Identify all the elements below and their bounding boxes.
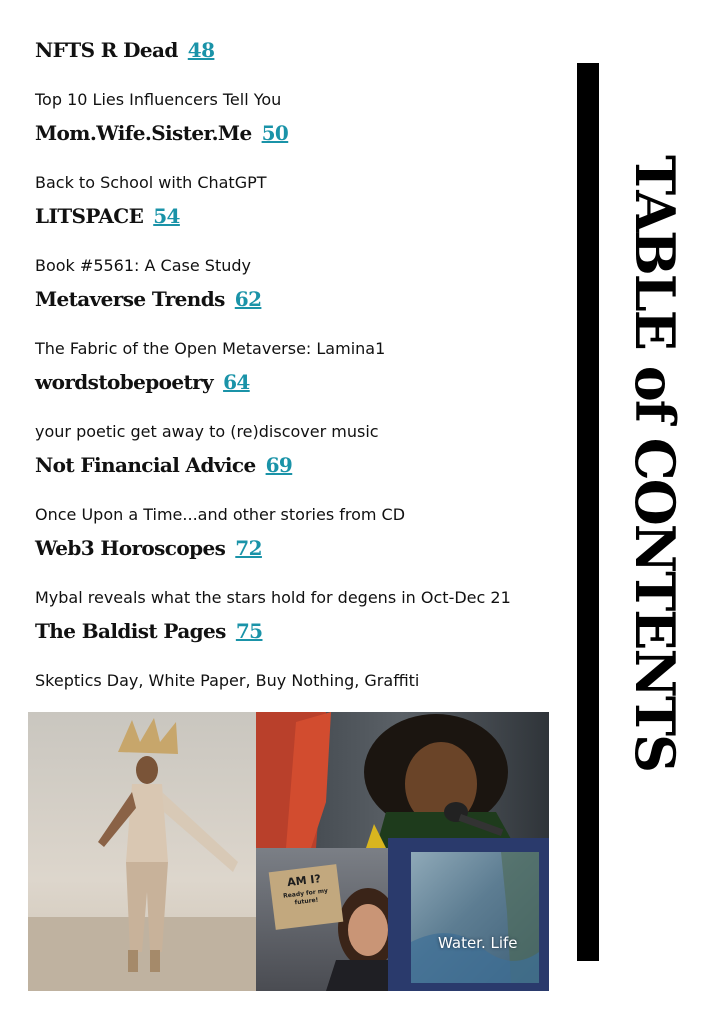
sign-line-1: AM I? xyxy=(286,872,322,890)
page-number-link[interactable]: 54 xyxy=(153,204,180,228)
section-title-text: wordstobepoetry xyxy=(35,370,214,394)
toc-entry xyxy=(35,370,555,453)
toc-entry xyxy=(35,536,555,619)
table-of-contents xyxy=(35,38,555,702)
desert-costume-photo xyxy=(28,712,256,991)
section-title-text: The Baldist Pages xyxy=(35,619,226,643)
page-number-link[interactable]: 62 xyxy=(234,287,262,311)
section-title-text: LITSPACE xyxy=(35,204,144,228)
section-title xyxy=(35,536,262,560)
sign-line-2: Ready for my future! xyxy=(282,887,329,907)
page-number-link[interactable]: 64 xyxy=(223,370,250,394)
section-subtitle: The Fabric of the Open Metaverse: Lamina1 xyxy=(35,339,386,358)
section-subtitle: Back to School with ChatGPT xyxy=(35,173,267,192)
section-title-text: Mom.Wife.Sister.Me xyxy=(35,121,252,145)
section-title xyxy=(35,121,288,145)
toc-entry xyxy=(35,204,555,287)
section-subtitle: Once Upon a Time...and other stories from CD xyxy=(35,505,406,524)
section-title-text: Web3 Horoscopes xyxy=(35,536,226,560)
vertical-divider-bar xyxy=(577,63,599,961)
section-subtitle: Top 10 Lies Influencers Tell You xyxy=(35,90,282,109)
page-number-link[interactable]: 50 xyxy=(261,121,289,145)
toc-entry xyxy=(35,287,555,370)
toc-entry xyxy=(35,619,555,702)
section-title xyxy=(35,370,250,394)
section-title-text: Metaverse Trends xyxy=(35,287,225,311)
water-life-image xyxy=(411,852,539,983)
vertical-page-title: TABLE of CONTENTS xyxy=(623,155,687,772)
page-number-link[interactable]: 69 xyxy=(265,453,293,477)
page-number-link[interactable]: 72 xyxy=(235,536,262,560)
section-subtitle: your poetic get away to (re)discover music xyxy=(35,422,379,441)
section-subtitle: Book #5561: A Case Study xyxy=(35,256,251,275)
section-title xyxy=(35,619,263,643)
section-subtitle: Skeptics Day, White Paper, Buy Nothing, Graffiti xyxy=(35,671,420,690)
singer-photo xyxy=(256,712,549,848)
section-title-text: Not Financial Advice xyxy=(35,453,256,477)
section-subtitle: Mybal reveals what the stars hold for degens in Oct-Dec 21 xyxy=(35,588,511,607)
toc-entry xyxy=(35,38,555,121)
page-number-link[interactable]: 48 xyxy=(187,38,215,62)
toc-entry xyxy=(35,121,555,204)
section-title xyxy=(35,38,214,62)
page-number-link[interactable]: 75 xyxy=(235,619,263,643)
section-title xyxy=(35,204,180,228)
water-life-photo xyxy=(388,838,549,991)
toc-entry xyxy=(35,453,555,536)
section-title xyxy=(35,287,261,311)
protest-sign xyxy=(269,864,344,930)
water-life-caption: Water. Life xyxy=(438,934,518,952)
photo-collage xyxy=(28,712,549,991)
section-title-text: NFTS R Dead xyxy=(35,38,178,62)
section-title xyxy=(35,453,292,477)
